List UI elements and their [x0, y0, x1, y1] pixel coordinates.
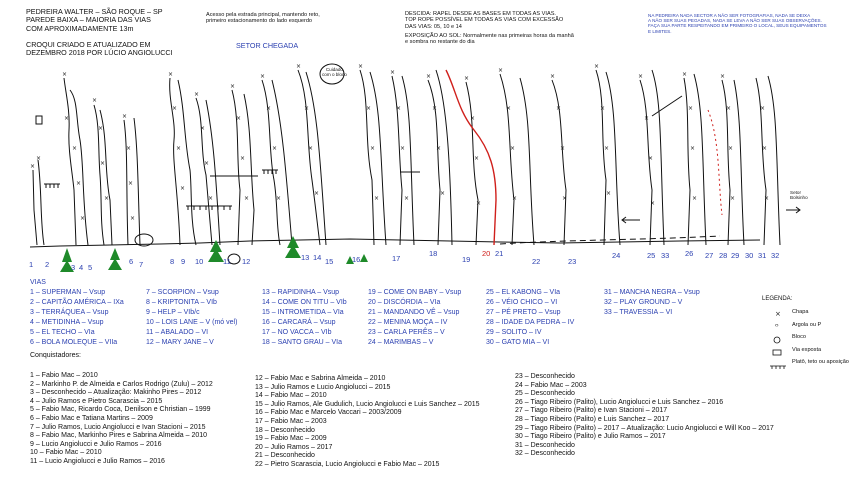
route-entry: 3 – TERRÁQUEA – Vsup [30, 309, 109, 317]
route-entry: 10 – LOIS LANE – V (mó vel) [146, 319, 238, 327]
svg-text:×: × [474, 155, 480, 162]
roof-mark [652, 96, 682, 116]
svg-text:×: × [432, 105, 438, 112]
first-ascent-entry: 31 – Desconhecido [515, 441, 575, 449]
route-number: 21 [495, 249, 504, 258]
first-ascent-entry: 22 – Pietro Scarascia, Lucio Angiolucci e Fabio Mac – 2015 [255, 460, 440, 468]
wall-line [178, 80, 196, 245]
svg-text:×: × [730, 195, 736, 202]
svg-text:×: × [556, 105, 562, 112]
svg-text:×: × [436, 145, 442, 152]
first-ascent-entry: 8 – Fabio Mac, Markinho Pires e Sabrina Almeida – 2010 [30, 432, 208, 440]
svg-text:×: × [126, 145, 132, 152]
wall-line [206, 100, 220, 245]
svg-text:×: × [764, 195, 770, 202]
wall-line [38, 160, 44, 245]
header-credit: CROQUI CRIADO E ATUALIZADO EM DEZEMBRO 2018 POR LÚCIO ANGIOLUCCI [26, 40, 173, 58]
wall-line [756, 78, 766, 245]
first-ascent-entry: 26 – Tiago Ribeiro (Palito), Lucio Angiolucci e Luis Sanchez – 2016 [515, 398, 724, 406]
route-number: 26 [685, 249, 694, 258]
route-number: 19 [462, 255, 471, 264]
svg-text:×: × [560, 145, 566, 152]
first-ascents-column-3 [515, 373, 774, 459]
vias-column-3 [262, 288, 347, 349]
svg-text:×: × [168, 71, 174, 78]
svg-text:×: × [688, 105, 694, 112]
route-number: 13 [301, 253, 310, 262]
svg-text:×: × [390, 69, 396, 76]
route-number: 16 [352, 255, 361, 264]
wall-line [640, 80, 652, 245]
svg-text:×: × [100, 160, 106, 167]
svg-text:×: × [92, 97, 98, 104]
first-ascent-entry: 13 – Julio Ramos e Lucio Angiolucci – 2015 [255, 383, 391, 391]
route-number: 30 [745, 251, 754, 260]
svg-text:×: × [244, 195, 250, 202]
route-number: 18 [429, 249, 438, 258]
wall-line [33, 170, 37, 245]
route-number: 6 [129, 257, 134, 266]
route-number: 15 [325, 257, 334, 266]
route-entry: 11 – ABALADO – VI [146, 329, 209, 337]
wall-line [134, 118, 140, 245]
svg-text:×: × [130, 215, 136, 222]
route-entry: 24 – MARIMBAS – V [368, 339, 434, 347]
wall-line [306, 72, 326, 245]
route-number: 23 [568, 257, 577, 266]
first-ascent-entry: 24 – Fabio Mac – 2003 [515, 381, 587, 389]
svg-text:×: × [604, 145, 610, 152]
svg-text:×: × [128, 180, 134, 187]
first-ascent-entry: 6 – Fabio Mac e Tatiana Martins – 2009 [30, 414, 153, 422]
route-number: 25 [647, 251, 656, 260]
svg-text:×: × [194, 91, 200, 98]
wall-line [466, 82, 478, 245]
svg-text:×: × [720, 73, 726, 80]
first-ascent-entry: 27 – Tiago Ribeiro (Palito) e Ivan Stacioni – 2017 [515, 407, 668, 415]
wall-line [694, 74, 706, 245]
svg-text:ᴼ: ᴼ [775, 323, 779, 331]
block-warning: Cuidado com o bloco [322, 67, 347, 78]
tree-icon [108, 248, 122, 270]
svg-text:×: × [176, 145, 182, 152]
svg-text:×: × [440, 190, 446, 197]
svg-text:×: × [172, 105, 178, 112]
svg-text:×: × [240, 155, 246, 162]
route-number: 20 [482, 249, 491, 258]
svg-text:×: × [426, 73, 432, 80]
wall-line [232, 90, 240, 245]
first-ascent-entry: 5 – Fabio Mac, Ricardo Coca, Denilson e Christian – 1999 [30, 406, 211, 414]
legend-item: Bloco [792, 334, 806, 341]
legend-item: Platô, teto ou aposição [792, 359, 849, 366]
route-number: 4 [79, 263, 84, 272]
first-ascent-entry: 11 – Lucio Angiolucci e Julio Ramos – 2016 [30, 457, 165, 465]
vias-column-6 [604, 288, 700, 318]
svg-text:×: × [692, 195, 698, 202]
route-number: 32 [771, 251, 780, 260]
route-entry: 22 – MENINA MOÇA – IV [368, 319, 448, 327]
vias-column-2 [146, 288, 237, 349]
svg-text:×: × [272, 145, 278, 152]
svg-text:×: × [260, 73, 266, 80]
svg-text:×: × [208, 195, 214, 202]
traverse-arrow [622, 217, 640, 223]
wall-line [272, 80, 292, 245]
wall-line [170, 78, 180, 245]
route-number: 33 [661, 251, 670, 260]
route-entry: 5 – EL TECHO – VIa [30, 329, 95, 337]
route-entry: 32 – PLAY GROUND – V [604, 299, 683, 307]
svg-text:×: × [644, 115, 650, 122]
route-number: 1 [29, 260, 34, 269]
svg-text:×: × [464, 75, 470, 82]
vias-column-5 [486, 288, 574, 349]
route-entry: 6 – BOLA MOLEQUE – VIIa [30, 339, 118, 347]
svg-text:×: × [80, 215, 86, 222]
wall-line [684, 78, 690, 245]
wall-line [360, 70, 374, 245]
ethics-warning: NA PEDREIRA NADA SECTOR A NÃO SER FOTOGRAFIAS, NADA SE DEIXA A NÃO SER SUAS PEGADAS, NADA SE LEVA A NÃO SER SUAS OBSERVAÇÕES. FAÇA SUA PARTE RESPEITANDO EM PRIMEIRO O LOCAL, SEUS EQUIPAMENTOS E LIMITES. [648, 13, 827, 34]
first-ascent-entry: 14 – Fabio Mac – 2010 [255, 392, 327, 400]
first-ascent-entry: 9 – Lucio Angiolucci e Julio Ramos – 2016 [30, 440, 162, 448]
route-number: 22 [532, 257, 541, 266]
legend-title: LEGENDA: [762, 296, 793, 302]
route-entry: 4 – METIDINHA – Vsup [30, 319, 104, 327]
svg-text:×: × [470, 115, 476, 122]
svg-text:×: × [308, 145, 314, 152]
first-ascents-column-1 [30, 372, 213, 467]
route-entry: 18 – SANTO GRAU – VIa [262, 339, 343, 347]
svg-text:×: × [104, 195, 110, 202]
wall-line [652, 70, 664, 245]
svg-text:×: × [180, 185, 186, 192]
svg-text:×: × [650, 200, 656, 207]
svg-text:×: × [648, 155, 654, 162]
exit-arrow [786, 207, 800, 213]
legend-item: Chapa [792, 309, 809, 315]
route-number: 12 [242, 257, 251, 266]
route-entry: 19 – COME ON BABY – Vsup [368, 289, 462, 296]
route-entry: 16 – CARCARÁ – Vsup [262, 319, 336, 327]
route-number: 10 [195, 257, 204, 266]
svg-text:×: × [682, 71, 688, 78]
descent-note: DESCIDA: RAPEL DESDE AS BASES EM TODAS AS VIAS. TOP ROPE POSSÍVEL EM TODAS AS VIAS COM EXCESSÃO DAS VIAS: 05, 10 e 14 [405, 11, 564, 30]
route-entry: 7 – SCORPION – Vsup [146, 289, 219, 296]
svg-text:×: × [562, 195, 568, 202]
svg-text:×: × [266, 105, 272, 112]
svg-text:×: × [396, 105, 402, 112]
svg-text:×: × [366, 105, 372, 112]
wall-line [520, 78, 534, 245]
vias-title: VIAS [30, 279, 46, 286]
tree-icon [360, 254, 368, 262]
wall-line [244, 94, 254, 245]
route-number: 3 [71, 263, 76, 272]
route-entry: 25 – EL KABONG – VIa [486, 289, 561, 296]
vias-column-4 [368, 288, 461, 349]
first-ascent-entry: 28 – Tiago Ribeiro (Palito) e Luis Sanchez – 2017 [515, 415, 670, 423]
wall-line [596, 70, 606, 245]
first-ascents-title: Conquistadores: [30, 352, 81, 359]
route-entry: 13 – RAPIDINHA – Vsup [262, 289, 340, 296]
route-entry: 1 – SUPERMAN – Vsup [30, 289, 106, 296]
svg-text:×: × [476, 200, 482, 207]
legend-item: Argola ou P [792, 321, 822, 328]
route-entry: 33 – TRAVESSIA – VI [604, 309, 673, 317]
svg-text:×: × [404, 195, 410, 202]
svg-text:×: × [314, 190, 320, 197]
route-entry: 8 – KRIPTONITA – VIb [146, 299, 217, 307]
first-ascent-entry: 7 – Julio Ramos, Lucio Angiolucci e Ivan Stacioni – 2015 [30, 423, 206, 431]
route-entry: 21 – MANDANDO VÊ – Vsup [368, 309, 460, 317]
route-entry: 9 – HELP – VIb/c [146, 309, 200, 317]
wall-line [298, 70, 320, 245]
first-ascent-entry: 18 – Desconhecido [255, 426, 315, 434]
wall-line [370, 72, 386, 245]
wall-line [768, 76, 780, 245]
first-ascent-entry: 16 – Fabio Mac e Marcelo Vaccari – 2003/2009 [255, 409, 402, 417]
route-number: 8 [170, 257, 175, 266]
first-ascent-entry: 12 – Fabio Mac e Sabrina Almeida – 2010 [255, 375, 386, 382]
exposed-route-line [446, 70, 496, 245]
svg-text:×: × [606, 190, 612, 197]
route-entry: 23 – CARLA PERÊS – V [368, 329, 445, 337]
svg-text:×: × [638, 73, 644, 80]
svg-text:×: × [122, 113, 128, 120]
legend-item: Via exposta [792, 346, 822, 353]
route-entry: 20 – DISCÓRDIA – VIa [368, 299, 441, 307]
route-number: 24 [612, 251, 621, 260]
svg-text:×: × [690, 145, 696, 152]
route-number: 9 [181, 257, 186, 266]
route-number: 2 [45, 260, 50, 269]
route-number: 5 [88, 263, 93, 272]
exposed-route-dashed [708, 110, 722, 215]
wall-line [734, 80, 744, 245]
svg-text:×: × [62, 71, 68, 78]
wall-line [392, 76, 402, 245]
svg-text:×: × [370, 145, 376, 152]
first-ascent-entry: 4 – Julio Ramos e Pietro Scarascia – 2015 [30, 397, 163, 405]
route-entry: 12 – MARY JANE – V [146, 339, 214, 347]
roof-mark [44, 184, 60, 188]
svg-text:×: × [276, 195, 282, 202]
svg-text:×: × [760, 105, 766, 112]
sector-title: SETOR CHEGADA [236, 41, 299, 50]
route-number: 14 [313, 253, 322, 262]
svg-text:×: × [510, 145, 516, 152]
first-ascent-entry: 30 – Tiago Ribeiro (Palito) e Julio Ramos – 2017 [515, 433, 666, 441]
svg-text:×: × [204, 160, 210, 167]
exit-label: Setor Bolsinho [790, 190, 808, 201]
svg-text:×: × [76, 180, 82, 187]
route-entry: 26 – VÉIO CHICO – VI [486, 299, 558, 307]
svg-text:×: × [36, 155, 42, 162]
svg-text:×: × [550, 73, 556, 80]
svg-text:×: × [726, 105, 732, 112]
svg-text:×: × [512, 195, 518, 202]
route-entry: 29 – SOLITO – IV [486, 329, 542, 337]
wall-line [402, 76, 414, 245]
vias-column-1 [30, 288, 124, 349]
route-entry: 2 – CAPITÃO AMÉRICA – IXa [30, 299, 124, 307]
svg-text:×: × [230, 83, 236, 90]
first-ascent-entry: 3 – Desconhecido – Atualização: Makinho Pires – 2012 [30, 389, 202, 397]
svg-text:×: × [762, 145, 768, 152]
svg-text:×: × [728, 145, 734, 152]
wall-line [606, 72, 620, 245]
svg-text:×: × [594, 63, 600, 70]
svg-text:×: × [236, 115, 242, 122]
first-ascent-entry: 10 – Fabio Mac – 2010 [30, 449, 102, 457]
svg-text:×: × [296, 63, 302, 70]
header-location: PEDREIRA WALTER – SÃO ROQUE – SP PAREDE BAIXA – MAIORIA DAS VIAS COM APROXIMADAMENTE 13m [26, 7, 163, 33]
route-number: 29 [731, 251, 740, 260]
first-ascents-column-2 [255, 375, 480, 470]
svg-text:×: × [64, 115, 70, 122]
svg-text:×: × [358, 63, 364, 70]
route-number: 31 [758, 251, 767, 260]
first-ascent-entry: 1 – Fabio Mac – 2010 [30, 372, 98, 379]
svg-text:×: × [400, 145, 406, 152]
wall-line [64, 78, 76, 245]
route-entry: 28 – IDADE DA PEDRA – IV [486, 319, 575, 327]
svg-text:×: × [30, 163, 36, 170]
svg-text:×: × [506, 105, 512, 112]
route-number: 11 [223, 257, 231, 266]
route-entry: 27 – PÉ PRETO – Vsup [486, 309, 561, 317]
access-note: Acesso pela estrada principal, mantendo reto, primeiro estacionamento do lado esquerdo [206, 12, 320, 25]
first-ascent-entry: 15 – Julio Ramos, Ale Gudulich, Lucio Angiolucci e Luis Sanchez – 2015 [255, 400, 480, 408]
first-ascent-entry: 19 – Fabio Mac – 2009 [255, 435, 327, 443]
route-number: 28 [719, 251, 728, 260]
route-number: 27 [705, 251, 714, 260]
route-number: 7 [139, 260, 144, 269]
first-ascent-entry: 25 – Desconhecido [515, 390, 575, 398]
svg-text:×: × [374, 195, 380, 202]
svg-text:×: × [200, 125, 206, 132]
route-entry: 31 – MANCHA NEGRA – Vsup [604, 289, 700, 296]
roof-mark [262, 170, 278, 174]
first-ascent-entry: 20 – Julio Ramos – 2017 [255, 443, 333, 451]
legend [792, 306, 849, 369]
route-entry: 17 – NO VACCA – VIb [262, 329, 332, 337]
svg-text:×: × [98, 125, 104, 132]
tree-icon [285, 236, 301, 258]
first-ascent-entry: 17 – Fabio Mac – 2003 [255, 417, 327, 425]
route-entry: 30 – GATO MIA – VI [486, 339, 550, 347]
svg-text:×: × [498, 67, 504, 74]
wall-line [70, 90, 88, 245]
first-ascent-entry: 29 – Tiago Ribeiro (Palito) – 2017 – Atualização: Lucio Angiolucci e Will Koo – 2017 [515, 424, 774, 432]
exposure-note: EXPOSIÇÃO AO SOL: Normalmente nas primeiras horas da manhã e sombra no restante do dia [405, 33, 574, 46]
svg-text:×: × [775, 310, 781, 318]
route-number: 17 [392, 254, 401, 263]
first-ascent-entry: 21 – Desconhecido [255, 452, 315, 460]
route-entry: 14 – COME ON TITU – VIb [262, 299, 347, 307]
wall-line [500, 74, 514, 245]
svg-text:×: × [72, 145, 78, 152]
svg-text:×: × [304, 105, 310, 112]
first-ascent-entry: 2 – Markinho P. de Almeida e Carlos Rodrigo (Zulu) – 2012 [30, 380, 213, 388]
route-entry: 15 – INTROMETIDA – VIa [262, 309, 344, 317]
tree-icon [208, 240, 224, 262]
svg-text:×: × [600, 105, 606, 112]
block-shape [36, 116, 42, 124]
first-ascent-entry: 23 – Desconhecido [515, 373, 575, 380]
first-ascent-entry: 32 – Desconhecido [515, 450, 575, 458]
